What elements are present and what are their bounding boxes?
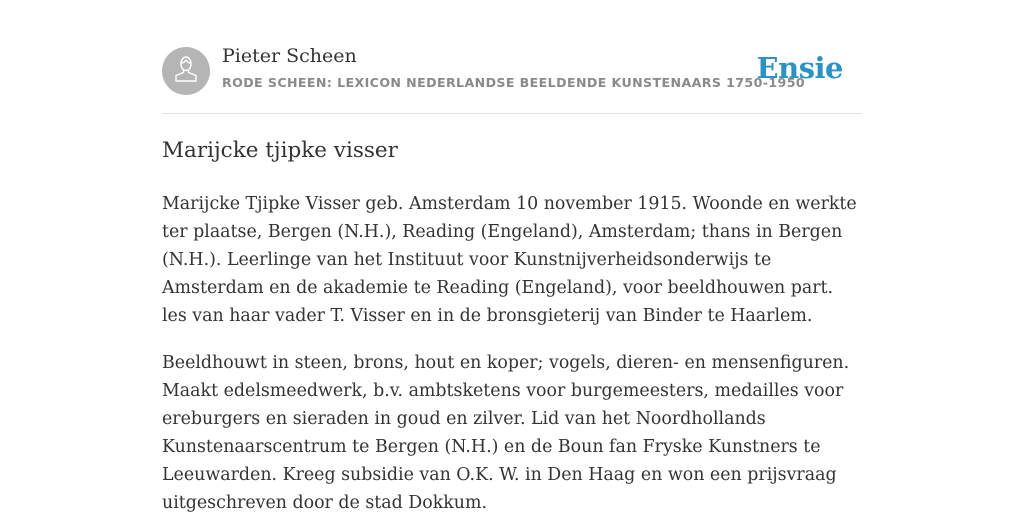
author-name[interactable]: Pieter Scheen xyxy=(222,45,357,67)
page-title: Marijcke tjipke visser xyxy=(162,138,398,163)
brand-logo[interactable]: Ensie xyxy=(756,51,843,85)
article-body xyxy=(162,190,862,512)
article-paragraph-1: Marijcke Tjipke Visser geb. Amsterdam 10 november 1915. Woonde en werkte ter plaatse, Bergen (N.H.), Reading (Engeland), Amsterdam; thans in Bergen (N.H.). Leerlinge van het Instituut voor Kunstnijverheidsonderwijs te Amsterdam en de akademie te Reading (Engeland), voor beeldhouwen part. les van haar vader T. Visser en in de bronsgieterij van Binder te Haarlem. xyxy=(162,194,857,326)
article-header xyxy=(162,44,862,100)
article-paragraph-2: Beeldhouwt in steen, brons, hout en koper; vogels, dieren- en mensenfiguren. Maakt edelsmeedwerk, b.v. ambtsketens voor burgemeesters, medailles voor ereburgers en sieraden in goud en zilver. Lid van het Noordhollands Kunstenaarscentrum te Bergen (N.H.) en de Boun fan Fryske Kunstners te Leeuwarden. Kreeg subsidie van O.K. W. in Den Haag en won een prijsvraag uitgeschreven door de stad Dokkum. xyxy=(162,353,850,512)
avatar[interactable] xyxy=(162,47,210,95)
user-icon xyxy=(173,55,199,88)
header-divider xyxy=(162,113,862,114)
source-title[interactable]: RODE SCHEEN: LEXICON NEDERLANDSE BEELDENDE KUNSTENAARS 1750-1950 xyxy=(222,75,806,90)
